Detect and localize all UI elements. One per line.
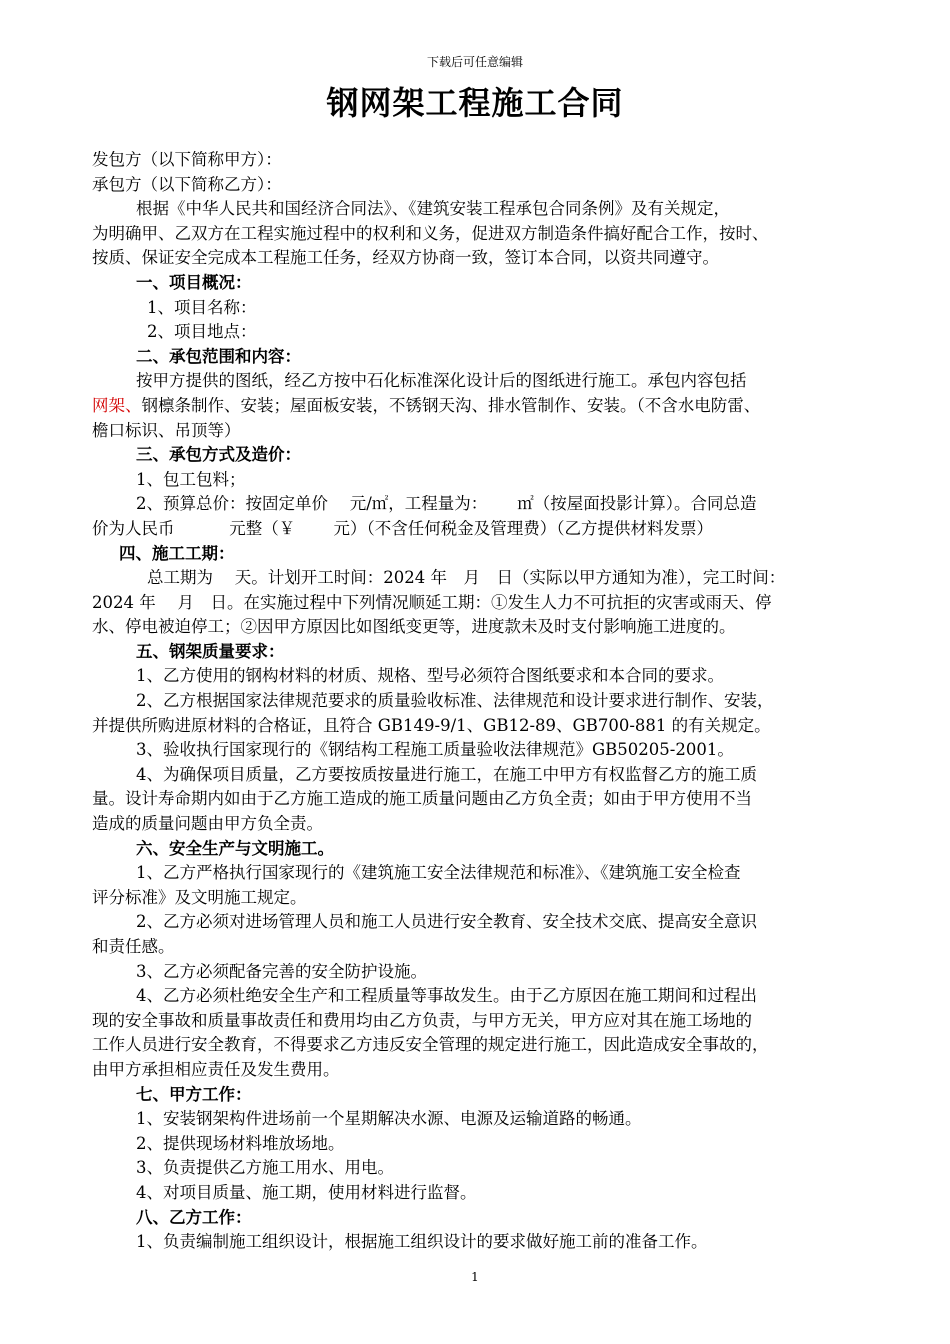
party-a-line: 发包方（以下简称甲方）： [92,150,282,169]
clause-line: 3、乙方必须配备完善的安全防护设施。 [136,961,427,981]
clause-line: 1、项目名称： [147,297,257,317]
clause-line: 檐口标识、吊顶等） [92,420,241,440]
document-title: 钢网架工程施工合同 [326,84,624,122]
clause-line: 1、安装钢架构件进场前一个星期解决水源、电源及运输道路的畅通。 [136,1109,642,1129]
clause-line: 2、乙方必须对进场管理人员和施工人员进行安全教育、安全技术交底、提高安全意识 [136,912,757,932]
section-heading: 八、乙方工作： [136,1207,252,1227]
clause-line: 总工期为 天。计划开工时间：2024 年 月 日（实际以甲方通知为准），完工时间： [147,568,786,588]
clause-line: 1、乙方严格执行国家现行的《建筑施工安全法律规范和标准》、《建筑施工安全检查 [136,863,741,883]
clause-line: 评分标准》及文明施工规定。 [92,887,307,907]
page-number: 1 [471,1270,479,1284]
clause-line: 造成的质量问题由甲方负全责。 [92,814,323,834]
clause-line: 3、负责提供乙方施工用水、用电。 [136,1158,394,1178]
clause-line: 现的安全事故和质量事故责任和费用均由乙方负责，与甲方无关，甲方应对其在施工场地的 [92,1010,752,1030]
clause-line: 按甲方提供的图纸，经乙方按中石化标准深化设计后的图纸进行施工。承包内容包括 [136,371,747,391]
section-heading: 六、安全生产与文明施工。 [136,838,334,858]
clause-line [92,394,868,419]
section-heading: 四、施工工期： [119,543,235,563]
contract-body [92,148,868,1255]
header-note: 下载后可任意编辑 [426,55,523,69]
section-heading: 五、钢架质量要求： [136,641,285,661]
clause-line: 1、乙方使用的钢构材料的材质、规格、型号必须符合图纸要求和本合同的要求。 [136,666,724,686]
clause-line: 2、提供现场材料堆放场地。 [136,1133,345,1153]
highlighted-text: 网架、 [92,395,142,415]
clause-line: 并提供所购进原材料的合格证，且符合 GB149-9/1、GB12-89、GB700-881 的有关规定。 [92,715,771,735]
clause-line: 由甲方承担相应责任及发生费用。 [92,1059,340,1079]
clause-line: 和责任感。 [92,937,175,956]
section-heading: 一、项目概况： [136,272,252,292]
clause-line: 2、预算总价：按固定单价 元/㎡，工程量为： ㎡（按屋面投影计算）。合同总造 [136,494,757,514]
clause-line: 4、乙方必须杜绝安全生产和工程质量等事故发生。由于乙方原因在施工期间和过程出 [136,986,757,1006]
preamble-line: 为明确甲、乙双方在工程实施过程中的权利和义务，促进双方制造条件搞好配合工作，按时、 [92,223,769,243]
clause-line: 2、项目地点： [147,322,257,342]
party-b-line: 承包方（以下简称乙方）： [92,174,282,194]
clause-line: 量。设计寿命期内如由于乙方施工造成的施工质量问题由乙方负全责；如由于甲方使用不当 [92,789,752,809]
clause-line: 水、停电被迫停工；②因甲方原因比如图纸变更等，进度款未及时支付影响施工进度的。 [92,617,736,637]
section-heading: 三、承包方式及造价： [136,445,301,465]
clause-line: 4、对项目质量、施工期，使用材料进行监督。 [136,1182,477,1202]
clause-line: 4、为确保项目质量，乙方要按质按量进行施工，在施工中甲方有权监督乙方的施工质 [136,764,757,784]
preamble-line: 按质、保证安全完成本工程施工任务，经双方协商一致，签订本合同，以资共同遵守。 [92,248,719,268]
section-heading: 七、甲方工作： [136,1084,252,1104]
clause-line: 3、验收执行国家现行的《钢结构工程施工质量验收法律规范》GB50205-2001。 [136,740,734,760]
section-heading: 二、承包范围和内容： [136,346,301,366]
clause-line: 2、乙方根据国家法律规范要求的质量验收标准、法律规范和设计要求进行制作、安装， [136,691,774,711]
clause-line: 工作人员进行安全教育，不得要求乙方违反安全管理的规定进行施工，因此造成安全事故的， [92,1035,769,1055]
clause-line: 价为人民币 元整（￥ 元）（不含任何税金及管理费）（乙方提供材料发票） [92,518,713,538]
clause-text: 钢檩条制作、安装；屋面板安装，不锈钢天沟、排水管制作、安装。（不含水电防雷、 [141,395,761,415]
clause-line: 1、负责编制施工组织设计，根据施工组织设计的要求做好施工前的准备工作。 [136,1232,708,1252]
clause-line: 2024 年 月 日。在实施过程中下列情况顺延工期：①发生人力不可抗拒的灾害或雨天、停 [92,592,772,612]
preamble-line: 根据《中华人民共和国经济合同法》、《建筑安装工程承包合同条例》及有关规定， [136,199,730,219]
clause-line: 1、包工包料； [136,469,246,489]
